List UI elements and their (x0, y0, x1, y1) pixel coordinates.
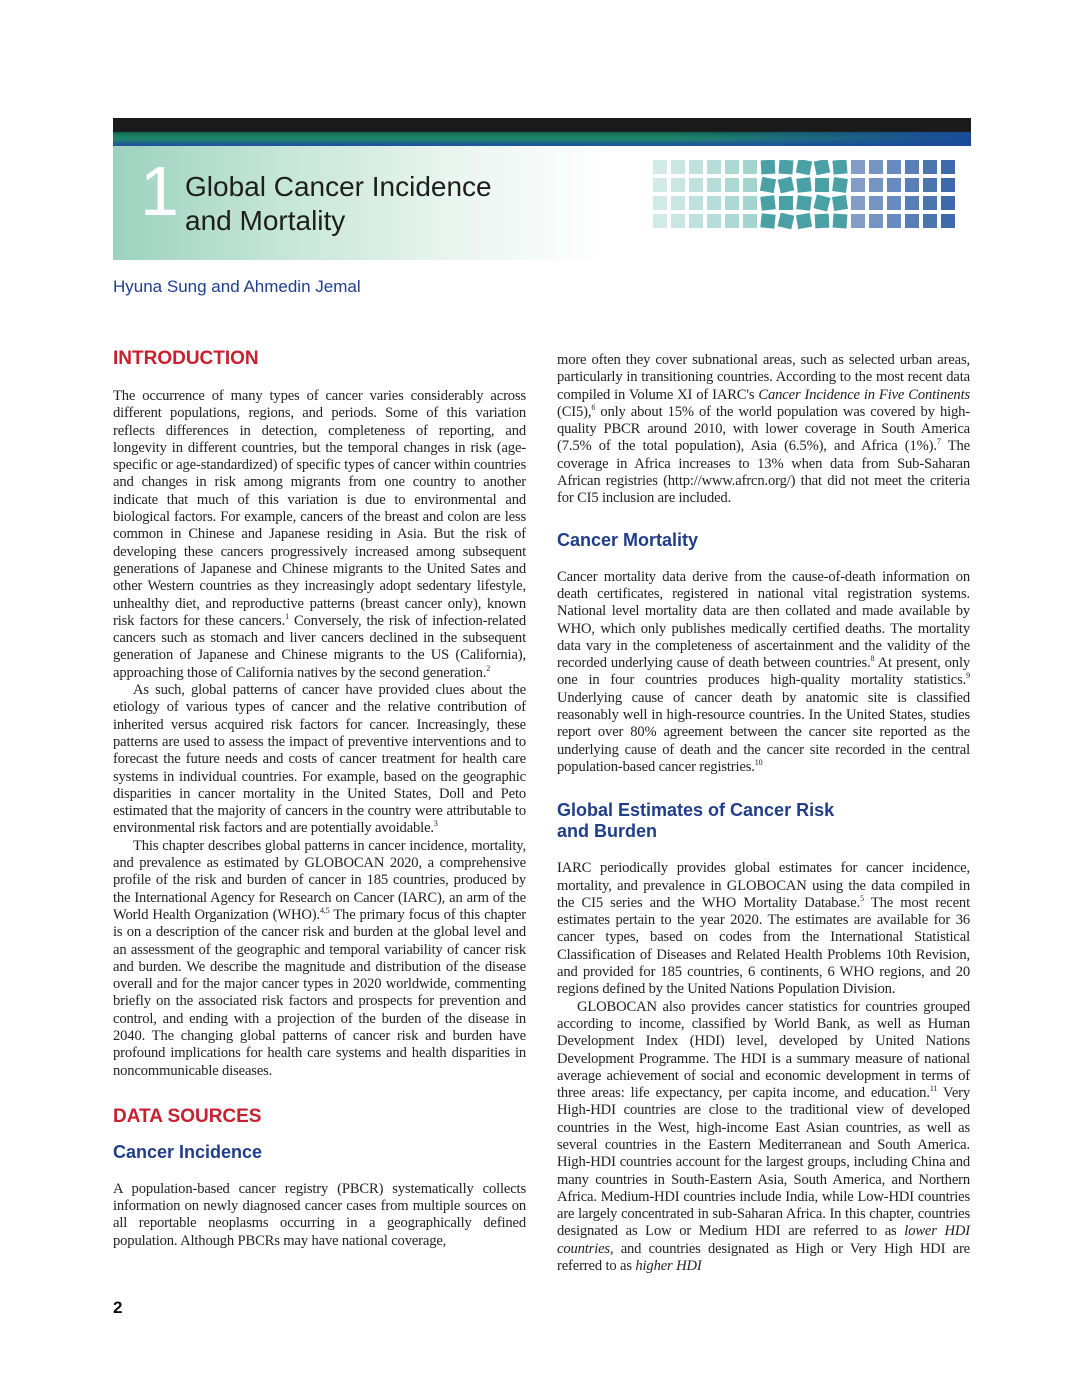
decorative-square (941, 178, 955, 192)
decorative-square (778, 177, 795, 194)
decorative-square (779, 196, 793, 210)
decorative-square (671, 196, 685, 210)
decorative-square (887, 196, 901, 210)
decorative-square (905, 178, 919, 192)
decorative-square (941, 214, 955, 228)
decorative-square (851, 214, 865, 228)
decorative-square (815, 214, 830, 229)
chapter-authors: Hyuna Sung and Ahmedin Jemal (113, 277, 361, 296)
intro-paragraph-3: This chapter describes global patterns in cancer incidence, mortality, and prevalence as estimated by GLOBOCAN 2020, a comprehensive profile of the risk and burden of cancer in 185 countries, produced by the International Agency for Research on Cancer (IARC), an arm of the World Health Organization (WHO).$^{4,5}$ The primary focus of this chapter is on a description of the cancer risk and burden at the global level and an assessment of the geographic and temporal variability of cancer risk and burden. We describe the magnitude and distribution of the disease overall and for the major cancer types in 2020 worldwide, commenting briefly on the associated risk factors and prospects for prevention and control, and ending with a projection of the burden of the disease in 2040. The changing global patterns of cancer risk and burden have profound implications for health care systems and health disparities in noncommunicable diseases. (113, 837, 526, 1079)
decorative-square (707, 160, 721, 174)
decorative-square (653, 178, 667, 192)
decorative-square (653, 196, 667, 210)
decorative-square (815, 178, 829, 192)
chapter-title-line1: Global Cancer Incidence (185, 171, 492, 202)
chapter-title (185, 170, 492, 238)
decorative-square (941, 160, 955, 174)
decorative-square (760, 195, 776, 211)
mortality-paragraph: Cancer mortality data derive from the cause-of-death information on death certificates, registered in national vital registration systems. National level mortality data are then collated and made available by WHO, which only publishes medically certified deaths. The mortality data vary in the completeness of ascertainment and the validity of the recorded underlying cause of death between countries.$^8$ At present, only one in four countries produces high-quality mortality statistics.$^9$ Underlying cause of cancer death by anatomic site is classified reasonably well in high-resource countries. In the United States, studies report over 80% agreement between the cancer site reported as the underlying cause of death and the cancer site recorded in the central population-based cancer registries.$^{10}$ (557, 568, 970, 775)
decorative-square (671, 160, 685, 174)
decorative-square (869, 178, 883, 192)
decorative-square (796, 177, 811, 192)
decorative-square (941, 196, 955, 210)
decorative-square (761, 160, 776, 174)
chapter-number: 1 (140, 152, 179, 230)
decorative-square (671, 178, 685, 192)
decorative-square (851, 196, 865, 210)
decorative-square (923, 178, 937, 192)
decorative-square (923, 196, 937, 210)
decorative-square (689, 196, 703, 210)
decorative-square (887, 160, 901, 174)
decorative-square (653, 214, 667, 228)
decorative-square (851, 160, 865, 174)
global-estimates-paragraph-1: IARC periodically provides global estimates for cancer incidence, mortality, and prevalence in GLOBOCAN using the data compiled in the CI5 series and the WHO Mortality Database.$^5$ The most recent estimates pertain to the year 2020. The estimates are available for 36 cancer types, based on codes from the International Statistical Classification of Diseases and Related Health Problems 10th Revision, and provided for 185 countries, 6 continents, 6 WHO regions, and 20 regions defined by the United Nations Population Division. (557, 860, 970, 998)
decorative-square (851, 178, 865, 192)
decorative-square (760, 177, 776, 193)
incidence-paragraph-continued: more often they cover subnational areas, such as selected urban areas, particularly in transitioning countries. According to the most recent data compiled in Volume XI of IARC's Cancer Incidence in Five Continents (CI5),$^6$ only about 15% of the world population was covered by high-quality PBCR around 2010, with lower coverage in South America (7.5% of the total population), Asia (6.5%), and Africa (1%).$^7$ The coverage in Africa increases to 13% when data from Sub-Saharan African registries (http://www.afrcn.org/) that did not meet the criteria for CI5 inclusion are included. (557, 352, 970, 507)
decorative-square (743, 214, 757, 228)
cancer-incidence-heading: Cancer Incidence (113, 1141, 263, 1162)
decorative-square (689, 160, 703, 174)
decorative-square (743, 160, 757, 174)
decorative-square (814, 195, 831, 212)
decorative-square (796, 160, 812, 175)
decorative-square (869, 196, 883, 210)
decorative-square (905, 214, 919, 228)
decorative-square (725, 178, 739, 192)
decorative-square (905, 196, 919, 210)
incidence-paragraph-1: A population-based cancer registry (PBCR) systematically collects information on newly diagnosed cancer cases from multiple sources on all reportable neoplasms occurring in a geographically defined population. Although PBCRs may have national coverage, (113, 1180, 526, 1249)
chapter-top-bar (113, 118, 971, 146)
decorative-square (814, 160, 831, 175)
decorative-square (778, 213, 795, 230)
intro-paragraph-1: The occurrence of many types of cancer varies considerably across different populations, regions, and periods. Some of this variation reflects differences in detection, completeness of reporting, and longevity in different countries, but the temporal changes in risk (age-specific or age-standardized) of specific types of cancer within countries and changes in risk among migrants from one country to another indicate that much of this variation is due to environmental and biological factors. For example, cancers of the breast and colon are less common in Chinese and Japanese residing in Asia. But the risk of developing these cancers progressively increased among subsequent generations of Japanese and Chinese migrants to the United Sates and other Western countries as they increasingly adopt sedentary lifestyle, unhealthy diet, and reproductive patterns (breast cancer only), known risk factors for these cancers.$^1$ Conversely, the risk of infection-related cancers such as stomach and liver cancers declined in the subsequent generation of Japanese and Chinese migrants to the US (California), approaching those of California natives by the second generation.$^2$ (113, 388, 526, 681)
decorative-square (689, 178, 703, 192)
decorative-square (653, 160, 667, 174)
decorative-square (707, 178, 721, 192)
decorative-square (743, 196, 757, 210)
decorative-square (796, 195, 812, 211)
decorative-squares-graphic (653, 160, 968, 230)
decorative-square (743, 178, 757, 192)
decorative-square (869, 160, 883, 174)
decorative-square (923, 214, 937, 228)
decorative-square (832, 195, 848, 211)
decorative-square (905, 160, 919, 174)
decorative-square (833, 214, 848, 229)
decorative-square (707, 196, 721, 210)
intro-paragraph-2: As such, global patterns of cancer have provided clues about the etiology of various types of cancer and the relative contribution of inherited versus acquired risk factors for cancer. Increasingly, these patterns are used to assess the impact of preventive interventions and to forecast the future needs and costs of cancer treatment for health care systems in individual countries. For example, based on the geographic disparities in cancer mortality in the United States, Doll and Peto estimated that the majority of cancers in the country were attributable to environmental risk factors and are potentially avoidable.$^3$ (113, 682, 526, 837)
decorative-square (707, 214, 721, 228)
decorative-square (760, 213, 775, 228)
decorative-square (779, 160, 794, 174)
chapter-banner (113, 146, 971, 260)
page-number: 2 (113, 1298, 123, 1317)
decorative-square (887, 214, 901, 228)
decorative-square (887, 178, 901, 192)
cancer-mortality-heading: Cancer Mortality (557, 529, 699, 550)
chapter-title-line2: and Mortality (185, 205, 346, 236)
decorative-square (671, 214, 685, 228)
decorative-square (832, 177, 848, 193)
introduction-heading: INTRODUCTION (113, 348, 259, 369)
global-estimates-paragraph-2: GLOBOCAN also provides cancer statistics for countries grouped according to income, classified by World Bank, as well as Human Development Index (HDI) level, developed by United Nations Development Programme. The HDI is a summary measure of national average achievement of social and economic development in terms of three areas: life expectancy, per capita income, and education.$^{11}$ Very High-HDI countries are close to the traditional view of developed countries in the West, high-income East Asian countries, as well as several countries in the Eastern Mediterranean and South America. High-HDI countries account for the largest groups, including China and many countries in South-Eastern Asia, South America, and Northern Africa. Medium-HDI countries include India, while Low-HDI countries are largely concentrated in sub-Saharan Africa. In this chapter, countries designated as Low or Medium HDI are referred to as lower HDI countries, and countries designated as High or Very High HDI are referred to as higher HDI (557, 998, 970, 1275)
right-column (557, 352, 970, 1275)
decorative-square (725, 214, 739, 228)
decorative-square (869, 214, 883, 228)
global-estimates-heading: Global Estimates of Cancer Risk and Burden (557, 800, 835, 842)
decorative-square (725, 196, 739, 210)
decorative-square (923, 160, 937, 174)
decorative-square (725, 160, 739, 174)
decorative-square (689, 214, 703, 228)
decorative-square (832, 160, 847, 175)
decorative-square (796, 213, 812, 229)
data-sources-heading: DATA SOURCES (113, 1105, 262, 1127)
left-column (113, 348, 526, 1250)
